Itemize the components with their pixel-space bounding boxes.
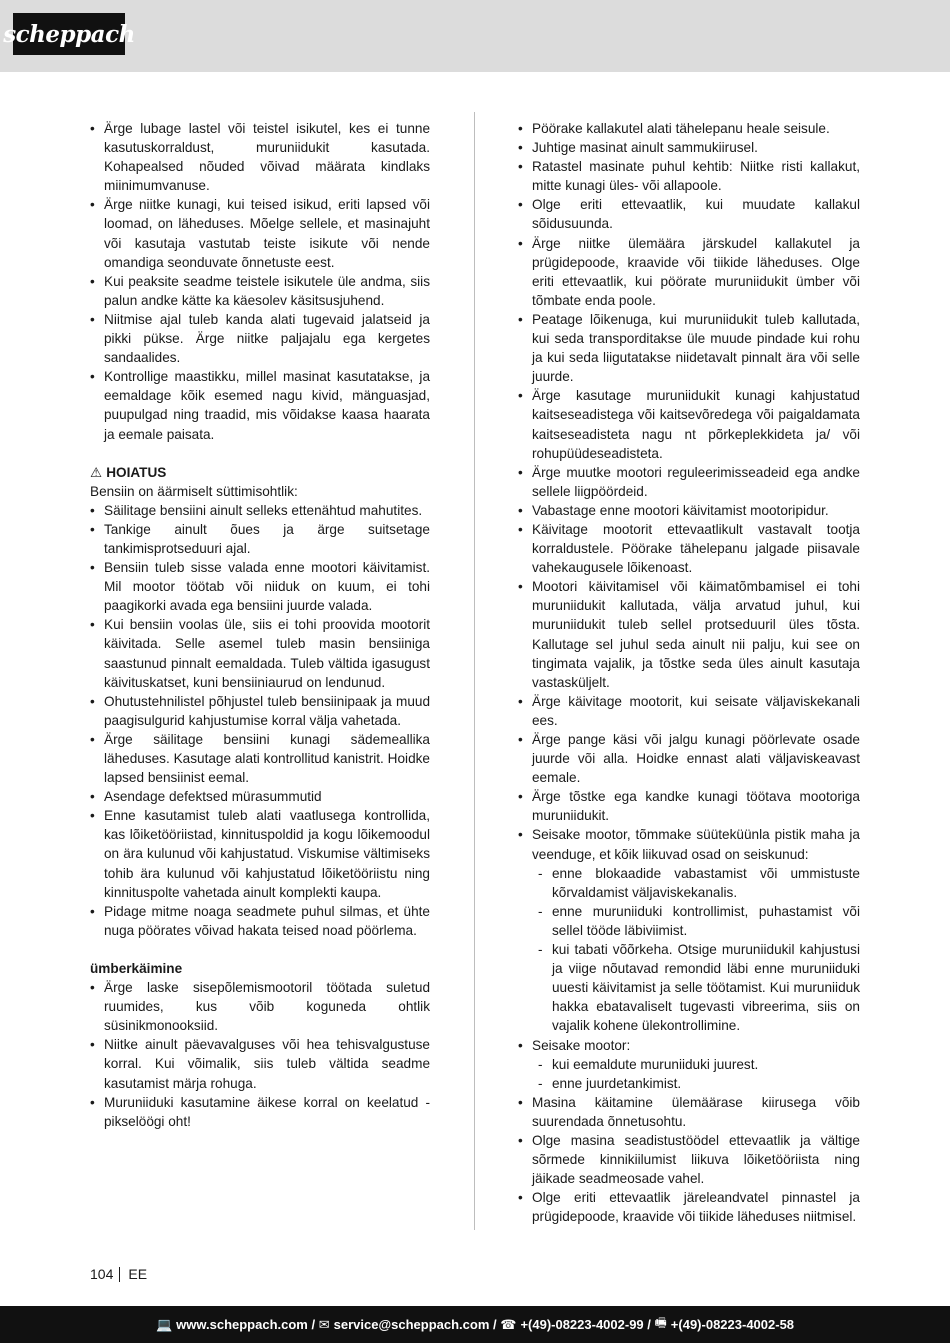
list-item: • Mootori käivitamisel või käimatõmbamisel ei tohi muruniidukit kallutada, välja arvatud juhul, kui muruniidukit tuleb sellel protseduuril üles tõsta. Kallutage sel juhul seda ainult nii palju, kui see on tingimata vajalik, ja tõstke seda üles ainult kasutaja vastasküljelt. [518, 577, 860, 692]
sub-list-item: - enne blokaadide vabastamist või ummistuste kõrvaldamist väljaviskekanalis. [518, 864, 860, 902]
list-item: • Säilitage bensiini ainult selleks ettenähtud mahutites. [90, 501, 430, 520]
list-item: • Niitke ainult päevavalguses või hea tehisvalgustuse korral. Kui võimalik, siis tuleb vältida seadme kasutamist märja rohuga. [90, 1035, 430, 1092]
list-item: • Ärge säilitage bensiini kunagi sädemeallika läheduses. Kasutage alati kontrollitud kanistrit. Hoidke lapsed bensiinist eemal. [90, 730, 430, 787]
intro-list [90, 119, 430, 444]
list-item: • Masina käitamine ülemäärase kiirusega võib suurendada õnnetusohtu. [518, 1093, 860, 1131]
page-number-divider [119, 1267, 120, 1282]
list-item: • Seisake mootor: [518, 1036, 860, 1055]
list-item: • Tankige ainult õues ja ärge suitsetage tankimisprotseduuri ajal. [90, 520, 430, 558]
list-item: • Ärge laske sisepõlemismootoril töötada suletud ruumides, kus võib koguneda ohtlik süsinikmonooksiid. [90, 978, 430, 1035]
list-item: • Kui bensiin voolas üle, siis ei tohi proovida mootorit käivitada. Selle asemel tuleb masin bensiiniga saastunud pinnalt eemaldada. Tuleb vältida igasugust käivituskatset, kuni bensiiniaurud on lendunud. [90, 615, 430, 691]
list-item: • Ratastel masinate puhul kehtib: Niitke risti kallakut, mitte kunagi üles- või allapoole. [518, 157, 860, 195]
phone-number: +(49)-08223-4002-99 [520, 1317, 644, 1332]
language-code: EE [128, 1266, 148, 1282]
list-item: • Ärge niitke ülemäära järskudel kallakutel ja prügidepoode, kraavide või tiikide läheduses. Olge eriti ettevaatlik, kui pöörate muruniidukit ümber või tõmbate enda poole. [518, 234, 860, 310]
list-item: • Bensiin tuleb sisse valada enne mootori käivitamist. Mil mootor töötab või niiduk on kuum, ei tohi paagikorki avada ega bensiini juurde valada. [90, 558, 430, 615]
list-item: • Ärge niitke kunagi, kui teised isikud, eriti lapsed või loomad, on läheduses. Mõelge sellele, et masinajuht või kasutaja vastutab teiste isikute või nende omandiga seonduvate õnnetuste eest. [90, 195, 430, 271]
list-item: • Enne kasutamist tuleb alati vaatlusega kontrollida, kas lõiketööriistad, kinnituspoldid ja kogu lõikemoodul on ära kulunud või kahjustatud. Viskumise vältimiseks tohib ära kulunud või kahjustatud lõiketööriistu ning kinnituspolte vahetada ainult komplekti kaupa. [90, 806, 430, 901]
list-item: • Vabastage enne mootori käivitamist mootoripidur. [518, 501, 860, 520]
list-item: • Ärge pange käsi või jalgu kunagi pöörlevate osade juurde või alla. Hoidke ennast alati väljaviskeavast eemale. [518, 730, 860, 787]
list-item: • Niitmise ajal tuleb kanda alati tugevaid jalatseid ja pikki pükse. Ärge niitke paljajalu ega kergetes sandaalides. [90, 310, 430, 367]
list-item: • Kui peaksite seadme teistele isikutele üle andma, siis palun andke kätte ka käesolev käsitsusjuhend. [90, 272, 430, 310]
sub-list-item: - enne juurdetankimist. [518, 1074, 860, 1093]
list-item: • Ärge kasutage muruniidukit kunagi kahjustatud kaitseseadistega või kaitsevõredega või paigaldamata kaitseseadisteta nagu nt põrkeplekkideta ja/ või rohupüüdeseadisteta. [518, 386, 860, 462]
page-number [90, 1265, 147, 1283]
brand-name: scheppach [3, 20, 135, 48]
warning-intro: Bensiin on äärmiselt süttimisohtlik: [90, 483, 298, 499]
page-header [0, 0, 950, 72]
list-item: • Olge eriti ettevaatlik järeleandvatel pinnastel ja prügidepoode, kraavide või tiikide läheduses niitmisel. [518, 1188, 860, 1226]
footer-separator: / [489, 1317, 501, 1332]
list-item: • Ärge muutke mootori reguleerimisseadeid ega andke sellele liigpöördeid. [518, 463, 860, 501]
list-item: • Käivitage mootorit ettevaatlikult vastavalt tootja korraldustele. Pöörake tähelepanu jalgade piisavale vahekaugusele lõikenoast. [518, 520, 860, 577]
list-item: • Ärge lubage lastel või teistel isikutel, kes ei tunne kasutuskorraldust, muruniidukit kasutada. Kohapealsed nõuded võivad määrata kindlaks miinimumvanuse. [90, 119, 430, 195]
fax-number: +(49)-08223-4002-58 [670, 1317, 795, 1332]
list-item: • Peatage lõikenuga, kui muruniidukit tuleb kallutada, kui seda transporditakse üle muude pindade kui rohu ja kui seda liigutatakse niidetavalt pinnalt ära või selle juurde. [518, 310, 860, 386]
warning-heading-text: HOIATUS [106, 464, 167, 480]
safety-list [518, 119, 860, 1226]
list-item: • Kontrollige maastikku, millel masinat kasutatakse, ja eemaldage kõik esemed nagu kivid, mänguasjad, puupulgad ning traadid, mis võidakse kaasa haarata ja eemale paisata. [90, 367, 430, 443]
computer-icon: 💻 [155, 1316, 173, 1332]
warning-triangle-icon: ⚠ [90, 464, 103, 480]
website-link[interactable]: www.scheppach.com [176, 1317, 308, 1332]
list-item: • Pöörake kallakutel alati tähelepanu heale seisule. [518, 119, 860, 138]
sub-list-item: - kui tabati võõrkeha. Otsige muruniidukil kahjustusi ja viige nõutavad remondid läbi enne muruniiduki uuesti käivitamist ja selle töötamist. Kui muruniiduk hakka ebatavaliselt tugevasti vibreerima, siis on vajalik kohene ülekontrollimine. [518, 940, 860, 1035]
list-item: • Ohutustehnilistel põhjustel tuleb bensiinipaak ja muud paagisulgurid kahjustumise korral välja vahetada. [90, 692, 430, 730]
email-icon: ✉ [318, 1316, 330, 1332]
handling-heading: ümberkäimine [90, 960, 183, 976]
fax-icon: 🖷 [654, 1314, 667, 1330]
column-divider [474, 112, 475, 1230]
sub-list-item: - enne muruniiduki kontrollimist, puhastamist või sellel tööde läbiviimist. [518, 902, 860, 940]
list-item: • Asendage defektsed mürasummutid [90, 787, 430, 806]
email-link[interactable]: service@scheppach.com [333, 1317, 490, 1332]
footer-separator: / [307, 1317, 319, 1332]
phone-icon: ☎ [500, 1316, 517, 1332]
list-item: • Pidage mitme noaga seadmete puhul silmas, et ühte nuga pöörates võivad hakata teised noad pöörlema. [90, 902, 430, 940]
list-item: • Ärge tõstke ega kandke kunagi töötava mootoriga muruniidukit. [518, 787, 860, 825]
footer-separator: / [643, 1317, 655, 1332]
page-number-value: 104 [90, 1266, 114, 1282]
sub-list-item: - kui eemaldute muruniiduki juurest. [518, 1055, 860, 1074]
handling-list [90, 978, 430, 1131]
list-item: • Olge masina seadistustöödel ettevaatlik ja vältige sõrmede kinnikiilumist liikuva lõiketööriista ning jäikade seadmeosade vahel. [518, 1131, 860, 1188]
page-footer [0, 1306, 950, 1343]
list-item: • Olge eriti ettevaatlik, kui muudate kallakul sõidusuunda. [518, 195, 860, 233]
scheppach-logo [3, 13, 135, 55]
list-item: • Muruniiduki kasutamine äikese korral on keelatud - pikselöögi oht! [90, 1093, 430, 1131]
list-item: • Seisake mootor, tõmmake süüteküünla pistik maha ja veenduge, et kõik liikuvad osad on seiskunud: [518, 825, 860, 863]
list-item: • Juhtige masinat ainult sammukiirusel. [518, 138, 860, 157]
list-item: • Ärge käivitage mootorit, kui seisate väljaviskekanali ees. [518, 692, 860, 730]
warning-list [90, 501, 430, 940]
left-column [90, 119, 430, 1131]
right-column [518, 119, 860, 1226]
warning-heading [90, 463, 430, 482]
